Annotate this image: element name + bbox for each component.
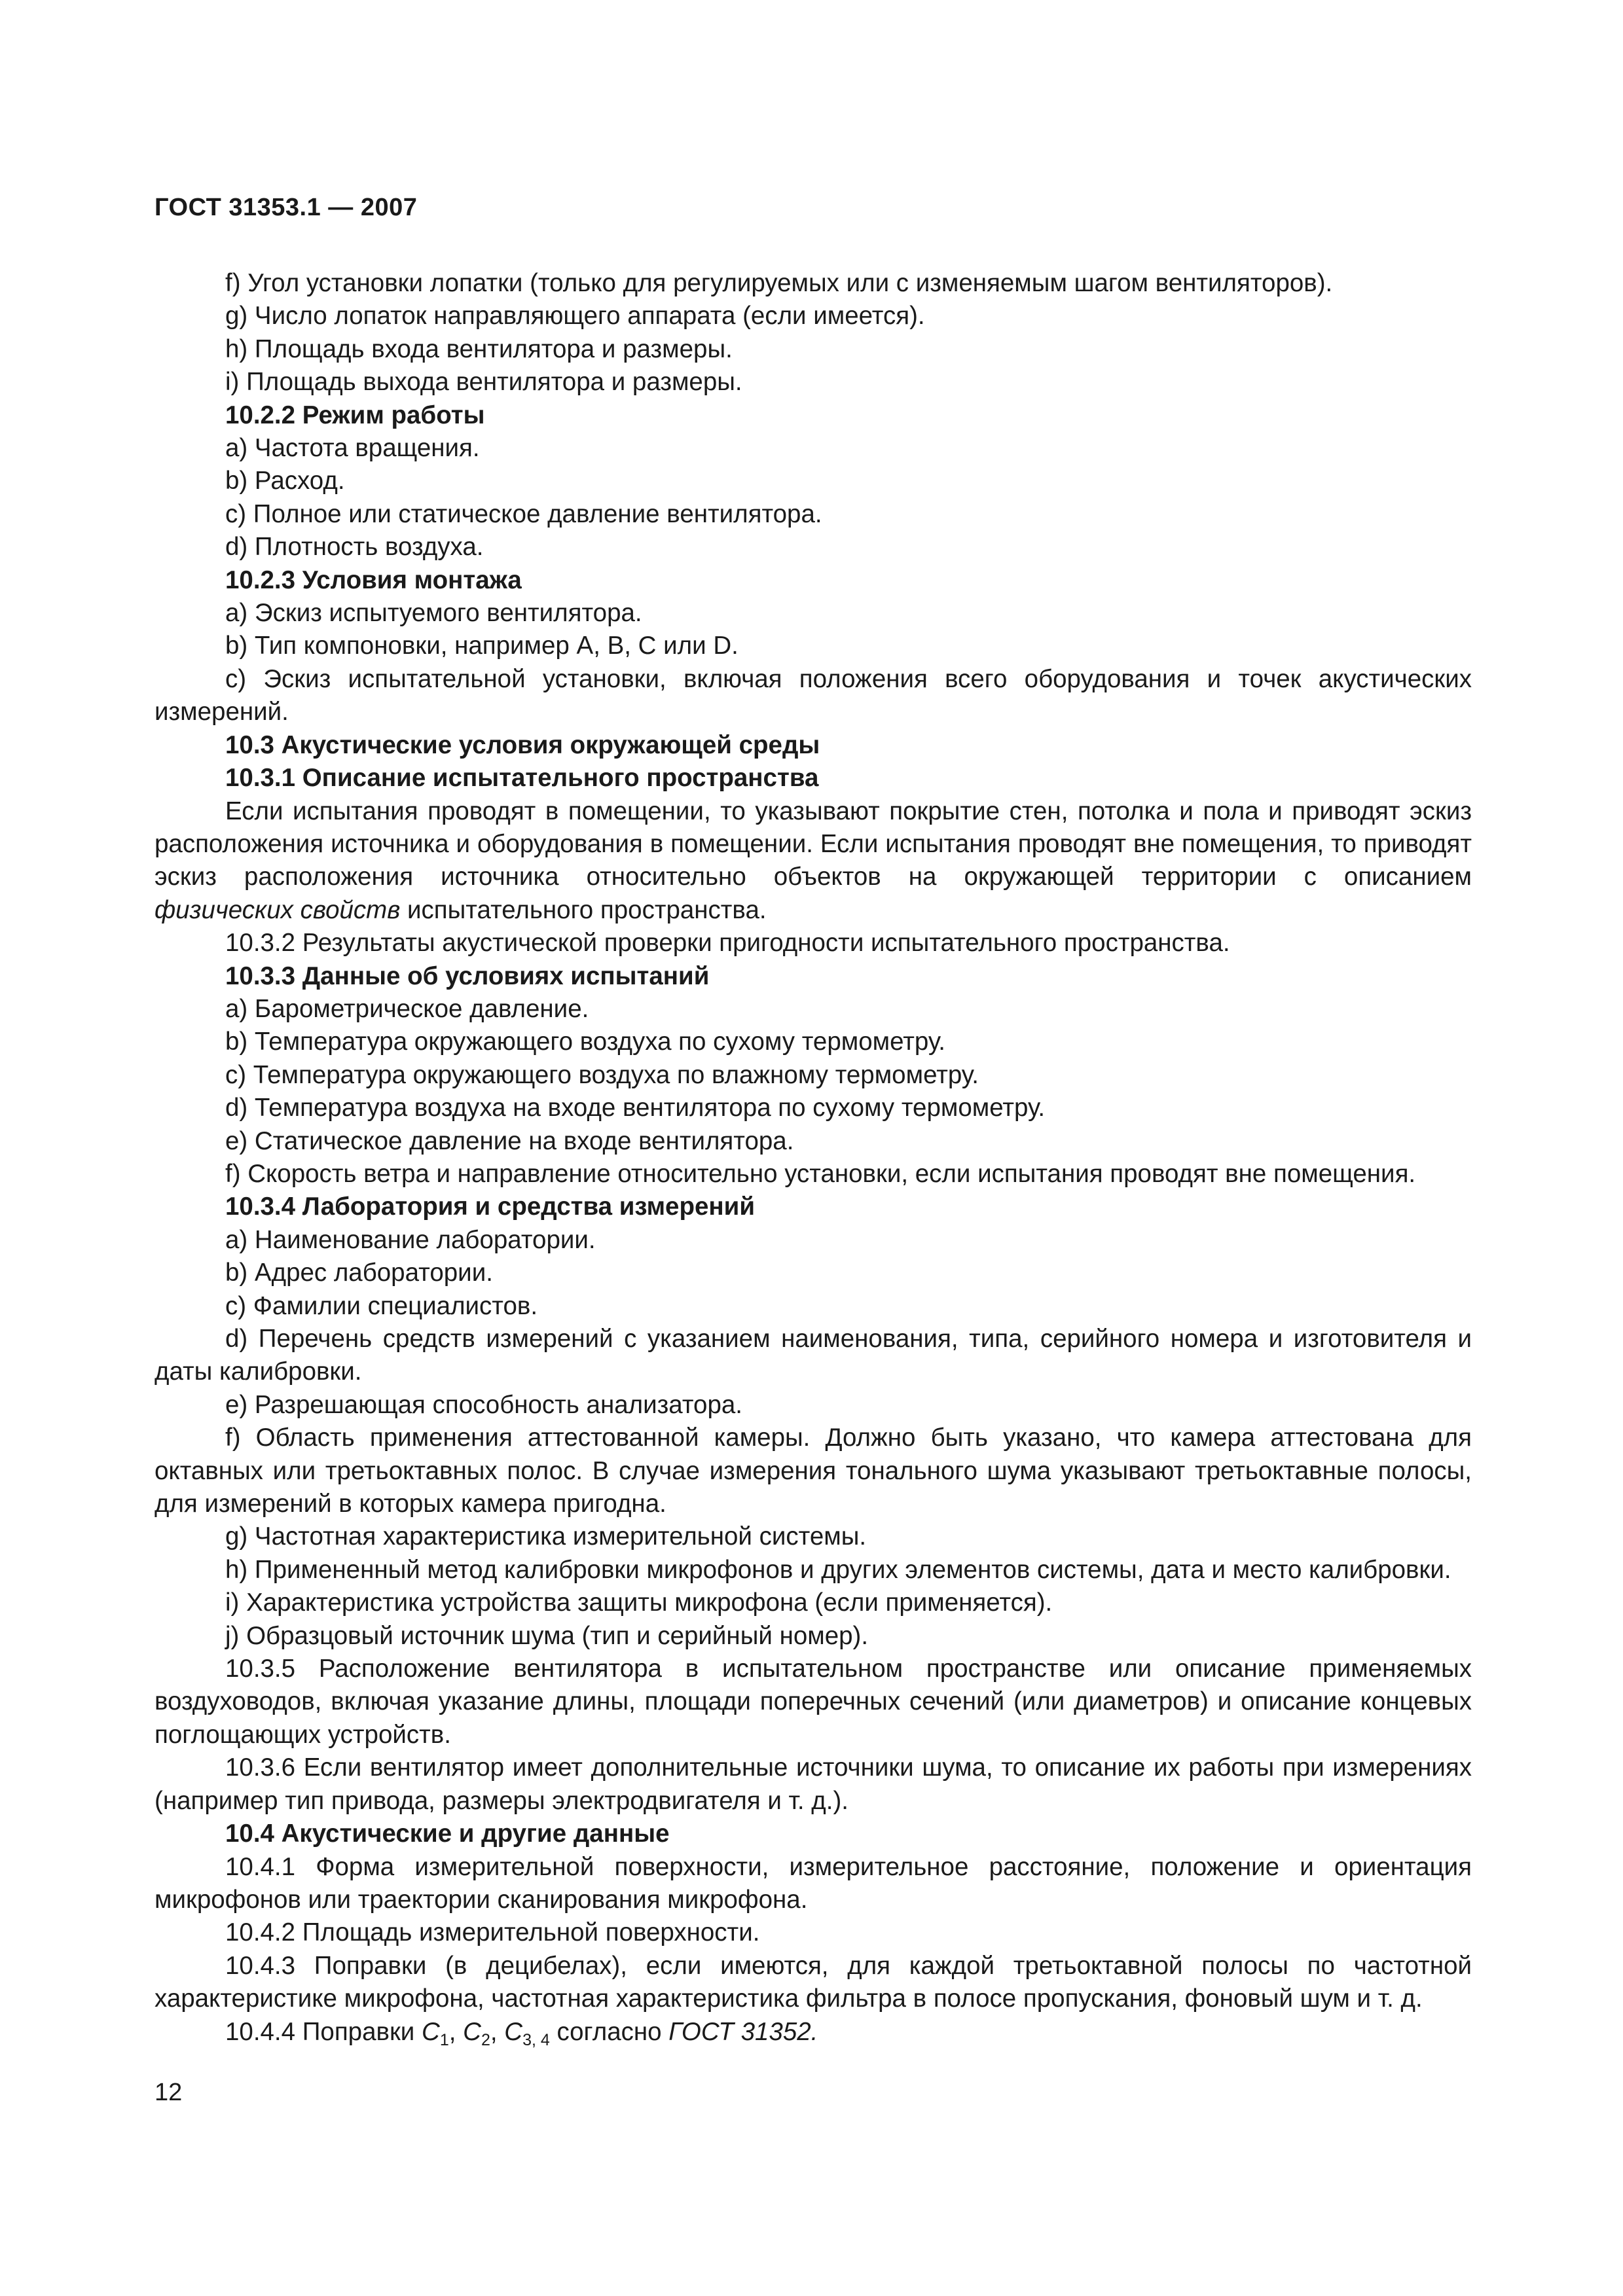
paragraph: Если испытания проводят в помещении, то указывают покрытие стен, потолка и пола и приводят эскиз расположения источника и оборудования в помещении. Если испытания проводят вне помещения, то приводят эскиз расположения источника относительно объектов на окружающей территории с описанием — [155, 797, 1472, 891]
paragraph: b) Адрес лаборатории. — [225, 1259, 493, 1287]
subscript: 1 — [439, 2030, 449, 2049]
paragraph: b) Расход. — [225, 467, 345, 495]
document-header: ГОСТ 31353.1 — 2007 — [155, 194, 418, 221]
symbol-c: C — [422, 2017, 440, 2046]
separator: , — [490, 2017, 505, 2046]
paragraph: g) Частотная характеристика измерительной системы. — [225, 1522, 867, 1551]
paragraph: 10.4.3 Поправки (в децибелах), если имеются, для каждой третьоктавной полосы по частотной характеристике микрофона, частотная характеристика фильтра в полосе пропускания, фоновый шум и т. д. — [155, 1951, 1472, 2013]
paragraph: c) Фамилии специалистов. — [225, 1291, 538, 1320]
paragraph — [155, 894, 1472, 927]
paragraph: 10.3.2 Результаты акустической проверки пригодности испытательного пространства. — [225, 929, 1230, 958]
page-number: 12 — [155, 2079, 183, 2106]
symbol-c: C — [463, 2017, 481, 2046]
paragraph: h) Примененный метод калибровки микрофонов и других элементов системы, дата и место калибровки. — [225, 1555, 1451, 1584]
paragraph-text: испытательного пространства. — [400, 895, 767, 924]
paragraph: i) Площадь выхода вентилятора и размеры. — [225, 368, 742, 397]
section-heading: 10.2.3 Условия монтажа — [225, 565, 522, 594]
paragraph: 10.3.6 Если вентилятор имеет дополнительные источники шума, то описание их работы при измерениях (например тип привода, размеры электродвигателя и т. д.). — [155, 1753, 1472, 1815]
paragraph: f) Скорость ветра и направление относительно установки, если испытания проводят вне помещения. — [225, 1159, 1416, 1188]
paragraph: i) Характеристика устройства защиты микрофона (если применяется). — [225, 1588, 1053, 1617]
subscript: 2 — [481, 2030, 490, 2049]
paragraph: h) Площадь входа вентилятора и размеры. — [225, 334, 733, 363]
paragraph: d) Температура воздуха на входе вентилятора по сухому термометру. — [225, 1094, 1046, 1122]
paragraph: b) Температура окружающего воздуха по сухому термометру. — [225, 1028, 945, 1056]
section-heading: 10.3.3 Данные об условиях испытаний — [225, 961, 710, 990]
paragraph: 10.4.2 Площадь измерительной поверхности. — [225, 1918, 760, 1947]
paragraph: a) Эскиз испытуемого вентилятора. — [225, 599, 642, 628]
paragraph: a) Наименование лаборатории. — [225, 1225, 596, 1254]
section-heading: 10.3.1 Описание испытательного пространства — [225, 764, 819, 793]
text-middle: согласно — [549, 2017, 669, 2046]
section-heading: 10.4 Акустические и другие данные — [225, 1820, 670, 1848]
paragraph: e) Разрешающая способность анализатора. — [225, 1390, 742, 1419]
paragraph: f) Угол установки лопатки (только для регулируемых или с изменяемым шагом вентиляторов). — [225, 269, 1333, 297]
paragraph: a) Частота вращения. — [225, 434, 480, 463]
section-heading: 10.3 Акустические условия окружающей среды — [225, 730, 820, 759]
paragraph: 10.4.1 Форма измерительной поверхности, измерительное расстояние, положение и ориентация микрофонов или траектории сканирования микрофона. — [155, 1852, 1472, 1914]
paragraph: e) Статическое давление на входе вентилятора. — [225, 1126, 794, 1155]
text-prefix: 10.4.4 Поправки — [225, 2017, 422, 2046]
paragraph: c) Полное или статическое давление вентилятора. — [225, 499, 822, 528]
paragraph: a) Барометрическое давление. — [225, 994, 589, 1023]
paragraph: c) Температура окружающего воздуха по влажному термометру. — [225, 1060, 979, 1089]
paragraph: c) Эскиз испытательной установки, включая положения всего оборудования и точек акустических измерений. — [155, 664, 1472, 726]
paragraph: g) Число лопаток направляющего аппарата (если имеется). — [225, 302, 925, 331]
italic-term: физических свойств — [155, 895, 401, 924]
paragraph: d) Перечень средств измерений с указанием наименования, типа, серийного номера и изготовителя и даты калибровки. — [155, 1325, 1472, 1386]
paragraph: 10.3.5 Расположение вентилятора в испытательном пространстве или описание применяемых воздуховодов, включая указание длины, площади поперечных сечений (или диаметров) и описание концевых поглощающих устройств. — [155, 1655, 1472, 1749]
section-heading: 10.3.4 Лаборатория и средства измерений — [225, 1193, 755, 1221]
document-body — [155, 267, 1472, 2049]
paragraph-corrections — [155, 2016, 1472, 2049]
subscript: 3, 4 — [522, 2030, 550, 2049]
paragraph: b) Тип компоновки, например A, B, C или D. — [225, 632, 739, 660]
paragraph: d) Плотность воздуха. — [225, 533, 484, 562]
separator: , — [448, 2017, 464, 2046]
section-heading: 10.2.2 Режим работы — [225, 401, 485, 429]
paragraph: f) Область применения аттестованной камеры. Должно быть указано, что камера аттестована для октавных или третьоктавных полос. В случае измерения тонального шума указывают третьоктавные полосы, для измерений в которых камера пригодна. — [155, 1424, 1472, 1518]
paragraph: j) Образцовый источник шума (тип и серийный номер). — [225, 1621, 869, 1650]
symbol-c: C — [504, 2017, 523, 2046]
standard-reference: ГОСТ 31352. — [668, 2017, 818, 2046]
